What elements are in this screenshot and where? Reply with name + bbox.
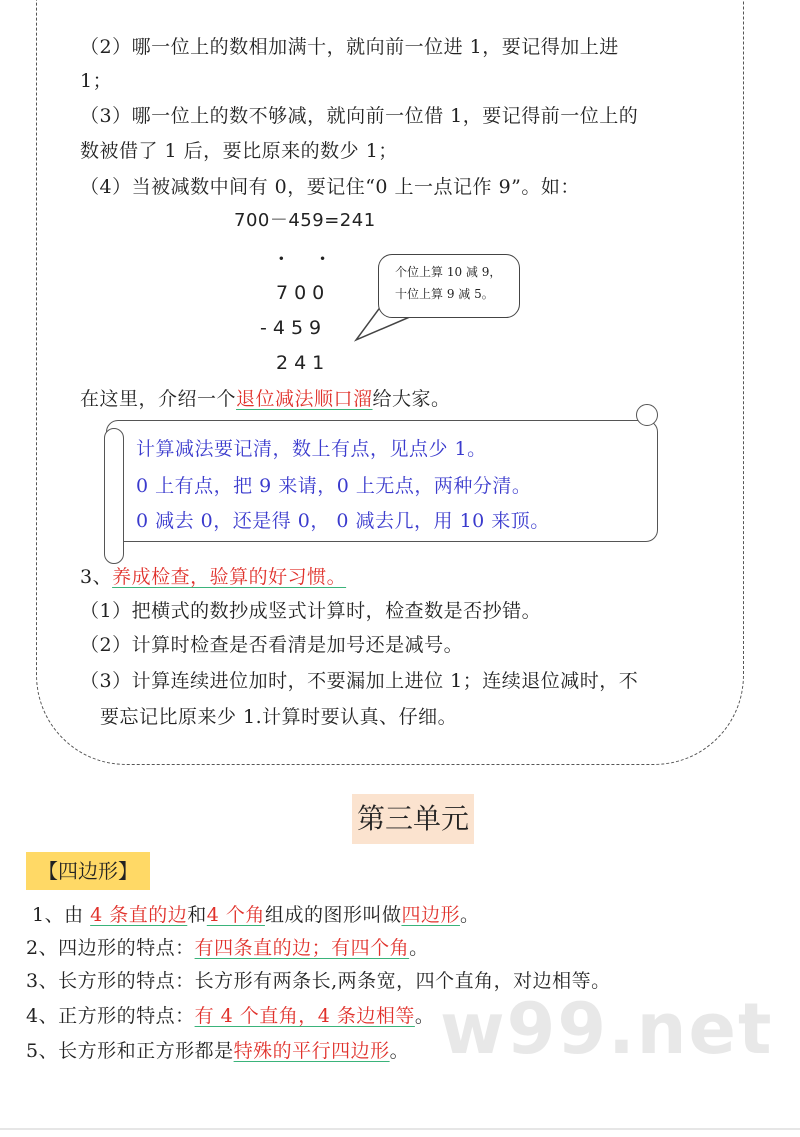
section-3-number: 3、: [80, 566, 113, 588]
rhyme-line-1: 计算减法要记清，数上有点，见点少 1。: [136, 438, 487, 460]
watermark: w99.net: [440, 988, 774, 1070]
rule-2-line2: 1；: [80, 70, 113, 92]
point-2: [26, 935, 429, 961]
scroll-roll-top: [636, 404, 658, 426]
rule-4-line: （4）当被减数中间有 0，要记住“0 上一点记作 9”。如：: [80, 176, 580, 198]
rhyme-line-3: 0 减去 0，还是得 0， 0 减去几，用 10 来顶。: [136, 510, 550, 532]
rhyme-line-2: 0 上有点，把 9 来请，0 上无点，两种分清。: [136, 475, 532, 497]
point-5-a: 5、长方形和正方形都是: [26, 1040, 234, 1062]
point-5-b: 特殊的平行四边形: [233, 1040, 390, 1062]
vertical-result: 241: [276, 352, 331, 374]
section-tag: 【四边形】: [26, 852, 150, 890]
check-item-3-line2: 要忘记比原来少 1.计算时要认真、仔细。: [100, 706, 458, 728]
point-1-a: 1、由: [32, 904, 84, 926]
point-3: 3、长方形的特点：长方形有两条长,两条宽，四个直角，对边相等。: [26, 970, 611, 992]
point-1-b: 4 条直的边: [90, 904, 188, 926]
point-1-g: 。: [459, 904, 480, 926]
bubble-line-1: 个位上算 10 减 9，: [395, 265, 502, 279]
bubble-line-2: 十位上算 9 减 5。: [395, 287, 494, 301]
point-2-c: 。: [409, 937, 429, 959]
vertical-minuend: 700: [276, 282, 331, 304]
rhyme-intro: [80, 386, 451, 412]
scroll-roll-left: [104, 428, 124, 564]
rule-3-line2: 数被借了 1 后，要比原来的数少 1；: [80, 140, 398, 162]
point-1-d: 4 个角: [206, 904, 265, 926]
page-bottom-rule: [0, 1128, 800, 1130]
rule-3-line1: （3）哪一位上的数不够减，就向前一位借 1，要记得前一位上的: [80, 105, 639, 127]
point-1: [32, 902, 479, 928]
borrow-dots: · ·: [278, 248, 340, 270]
check-item-1: （1）把横式的数抄成竖式计算时，检查数是否抄错。: [80, 600, 542, 622]
point-5: [26, 1038, 409, 1064]
rhyme-intro-post: 给大家。: [372, 388, 451, 410]
example-equation: 700－459=241: [234, 210, 376, 231]
section-3-heading: [80, 564, 346, 590]
point-4: [26, 1003, 434, 1029]
point-5-c: 。: [389, 1040, 410, 1062]
speech-bubble: [378, 254, 520, 318]
rhyme-intro-highlight: 退位减法顺口溜: [236, 388, 373, 410]
point-4-c: 。: [414, 1005, 435, 1027]
point-4-b: 有 4 个直角，4 条边相等: [194, 1005, 415, 1027]
rhyme-intro-pre: 在这里，介绍一个: [80, 388, 237, 410]
point-2-a: 2、四边形的特点：: [26, 937, 195, 959]
unit-title: 第三单元: [352, 794, 474, 844]
check-item-2: （2）计算时检查是否看清是加号还是减号。: [80, 634, 464, 656]
check-item-3-line1: （3）计算连续进位加时，不要漏加上进位 1；连续退位减时，不: [80, 670, 639, 692]
vertical-subtrahend: -459: [260, 317, 328, 339]
section-3-title: 养成检查，验算的好习惯。: [112, 566, 347, 588]
point-1-f: 四边形: [401, 904, 460, 926]
point-2-b: 有四条直的边；有四个角: [194, 937, 410, 959]
point-1-e: 组成的图形叫做: [264, 904, 402, 926]
point-4-a: 4、正方形的特点：: [26, 1005, 195, 1027]
rule-2-line1: （2）哪一位上的数相加满十，就向前一位进 1，要记得加上进: [80, 36, 619, 58]
point-1-c: 和: [187, 904, 207, 926]
